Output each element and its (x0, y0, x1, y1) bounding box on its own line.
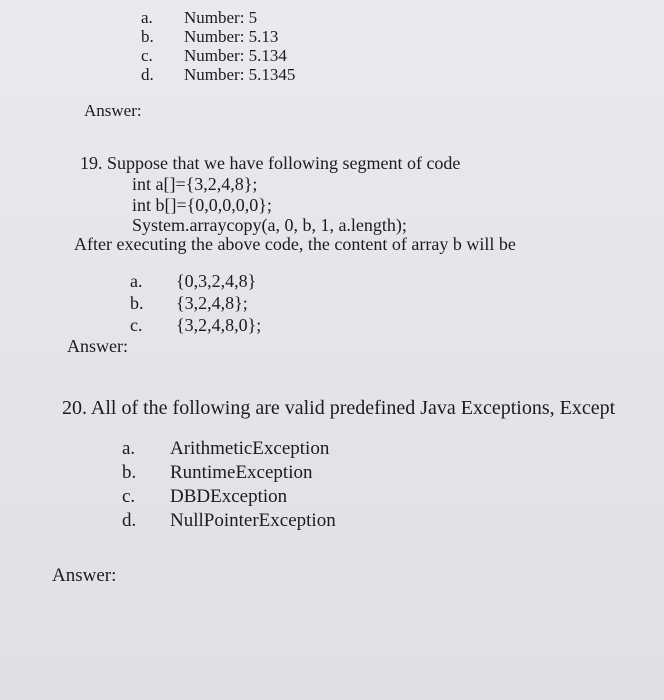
q19-option-b-text: {3,2,4,8}; (176, 293, 248, 313)
q19-option-a-text: {0,3,2,4,8} (176, 271, 257, 291)
q18-option-c-letter: c. (141, 46, 153, 65)
q20-question: 20. All of the following are valid predefined Java Exceptions, Except (62, 397, 616, 419)
q20-option-c-letter: c. (122, 486, 136, 507)
q20-option-a-letter: a. (122, 438, 136, 459)
q20-option-a-text: ArithmeticException (170, 438, 330, 459)
q19-prompt: After executing the above code, the content of array b will be (74, 234, 516, 254)
q18-option-d-letter: d. (141, 65, 154, 84)
q18-option-d-text: Number: 5.1345 (184, 65, 296, 84)
q18-answer-label: Answer: (84, 101, 142, 120)
q19-answer-label: Answer: (67, 336, 128, 356)
q18-option-b-letter: b. (141, 27, 154, 46)
q20-option-b-text: RuntimeException (170, 462, 313, 483)
q18-option-a-letter: a. (141, 8, 153, 27)
q18-option-a-text: Number: 5 (184, 8, 258, 27)
q19-option-a-letter: a. (130, 271, 143, 291)
q19-code-line-3: System.arraycopy(a, 0, b, 1, a.length); (132, 215, 407, 235)
q19-code-line-1: int a[]={3,2,4,8}; (132, 174, 258, 194)
q18-option-b-text: Number: 5.13 (184, 27, 279, 46)
q19-option-c-letter: c. (130, 315, 143, 335)
q19-option-c-text: {3,2,4,8,0}; (176, 315, 262, 335)
q19-question: 19. Suppose that we have following segment of code (80, 153, 461, 173)
q20-option-c-text: DBDException (170, 486, 288, 507)
q19-code-line-2: int b[]={0,0,0,0,0}; (132, 195, 272, 215)
q19-option-b-letter: b. (130, 293, 144, 313)
q20-option-b-letter: b. (122, 462, 137, 483)
q20-option-d-letter: d. (122, 510, 137, 531)
q18-option-c-text: Number: 5.134 (184, 46, 287, 65)
q20-answer-label: Answer: (52, 565, 117, 586)
q20-option-d-text: NullPointerException (170, 510, 336, 531)
